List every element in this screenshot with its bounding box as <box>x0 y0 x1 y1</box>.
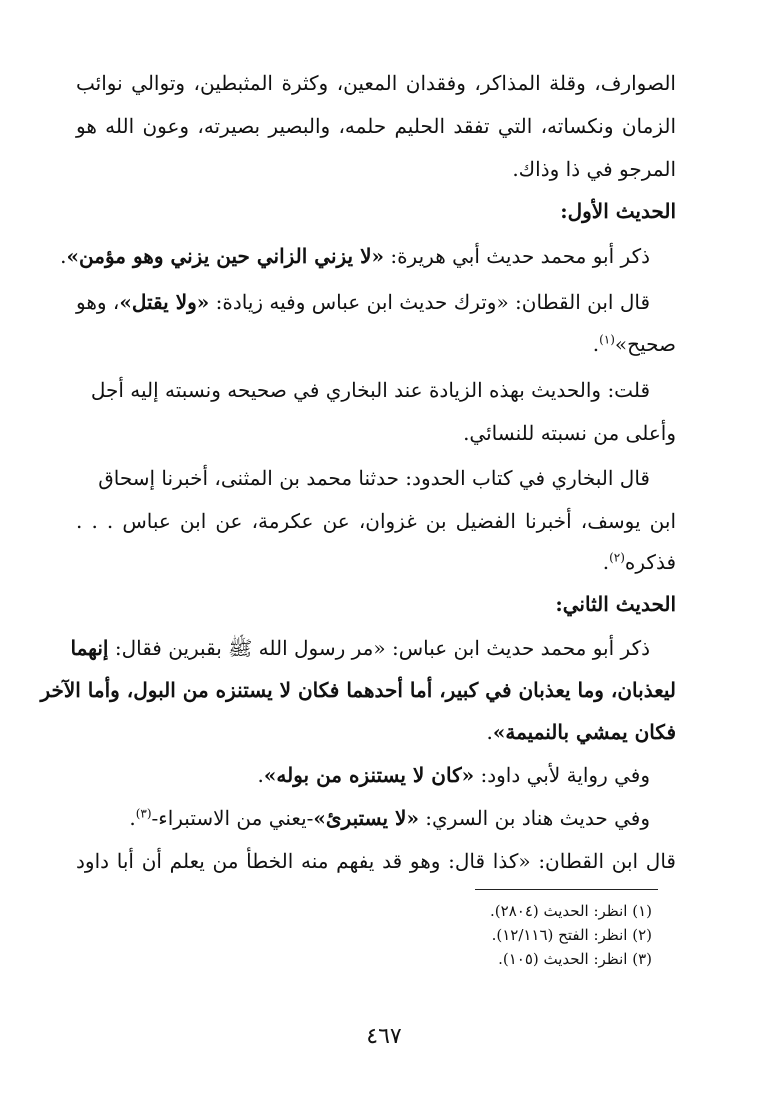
footnote: (١) انظر: الحديث (٢٨٠٤). <box>490 902 652 920</box>
text-span: . <box>60 244 67 268</box>
footnote: (٢) انظر: الفتح (١٢/١١٦). <box>491 926 652 944</box>
paragraph-line: الزمان ونكساته، التي تفقد الحليم حلمه، والبصير بصيرته، وعون الله هو <box>76 114 676 138</box>
text-span: فذكره <box>624 550 676 574</box>
section-heading-hadith-2: الحديث الثاني: <box>555 592 676 616</box>
footnote-ref: (١) <box>599 332 615 347</box>
paragraph-line: قلت: والحديث بهذه الزيادة عند البخاري في صحيحه ونسبته إليه أجل <box>90 378 650 402</box>
footnote-separator <box>475 889 658 890</box>
hadith-quote-line: ليعذبان، وما يعذبان في كبير، أما أحدهما فكان لا يستنزه من البول، وأما الآخر <box>40 678 676 702</box>
paragraph-line <box>76 717 676 747</box>
text-span: . <box>486 720 493 744</box>
page-number: ٤٦٧ <box>366 1024 402 1049</box>
text-span: . <box>129 806 136 830</box>
text-span: -يعني من الاستبراء- <box>151 806 314 830</box>
paragraph-line: المرجو في ذا وذاك. <box>512 157 676 181</box>
text-span: ذكر أبو محمد حديث ابن عباس: «مر رسول الله ﷺ بقبرين فقال: <box>108 636 650 660</box>
text-span: ذكر أبو محمد حديث أبي هريرة: <box>383 244 650 268</box>
text-span: . <box>592 332 600 356</box>
paragraph-line <box>76 287 650 317</box>
hadith-quote: «كان لا يستنزه من بوله» <box>263 763 475 787</box>
paragraph-line <box>76 760 650 790</box>
paragraph-line <box>76 803 650 833</box>
hadith-quote: «لا يستبرئ» <box>313 806 419 830</box>
section-heading-hadith-1: الحديث الأول: <box>560 199 676 223</box>
text-span: وفي رواية لأبي داود: <box>474 763 650 787</box>
paragraph-line: قال البخاري في كتاب الحدود: حدثنا محمد بن المثنى، أخبرنا إسحاق <box>98 466 650 490</box>
footnote-ref: (٣) <box>135 806 152 821</box>
text-span: صحيح» <box>614 332 676 356</box>
text-span: . <box>602 550 610 574</box>
text-span: ، وهو <box>76 290 120 314</box>
paragraph-line <box>70 633 650 663</box>
paragraph-line: ابن يوسف، أخبرنا الفضيل بن غزوان، عن عكرمة، عن ابن عباس . . . <box>76 509 676 533</box>
paragraph-line <box>76 547 676 577</box>
text-span: وفي حديث هناد بن السري: <box>418 806 650 830</box>
footnote: (٣) انظر: الحديث (١٠٥). <box>498 950 652 968</box>
hadith-quote: «ولا يقتل» <box>119 290 210 314</box>
hadith-quote: «لا يزني الزاني حين يزني وهو مؤمن» <box>66 244 384 268</box>
text-span: قال ابن القطان: «وترك حديث ابن عباس وفيه زيادة: <box>209 290 650 314</box>
footnote-ref: (٢) <box>609 550 625 565</box>
paragraph-line: قال ابن القطان: «كذا قال: وهو قد يفهم منه الخطأ من يعلم أن أبا داود <box>76 849 676 873</box>
paragraph-line: الصوارف، وقلة المذاكر، وفقدان المعين، وكثرة المثبطين، وتوالي نوائب <box>76 71 676 95</box>
text-span: . <box>257 763 264 787</box>
paragraph-line: وأعلى من نسبته للنسائي. <box>463 421 676 445</box>
hadith-quote: فكان يمشي بالنميمة» <box>492 720 676 744</box>
hadith-quote: إنهما <box>70 636 109 660</box>
paragraph-line <box>76 329 676 359</box>
paragraph-line <box>60 241 650 271</box>
